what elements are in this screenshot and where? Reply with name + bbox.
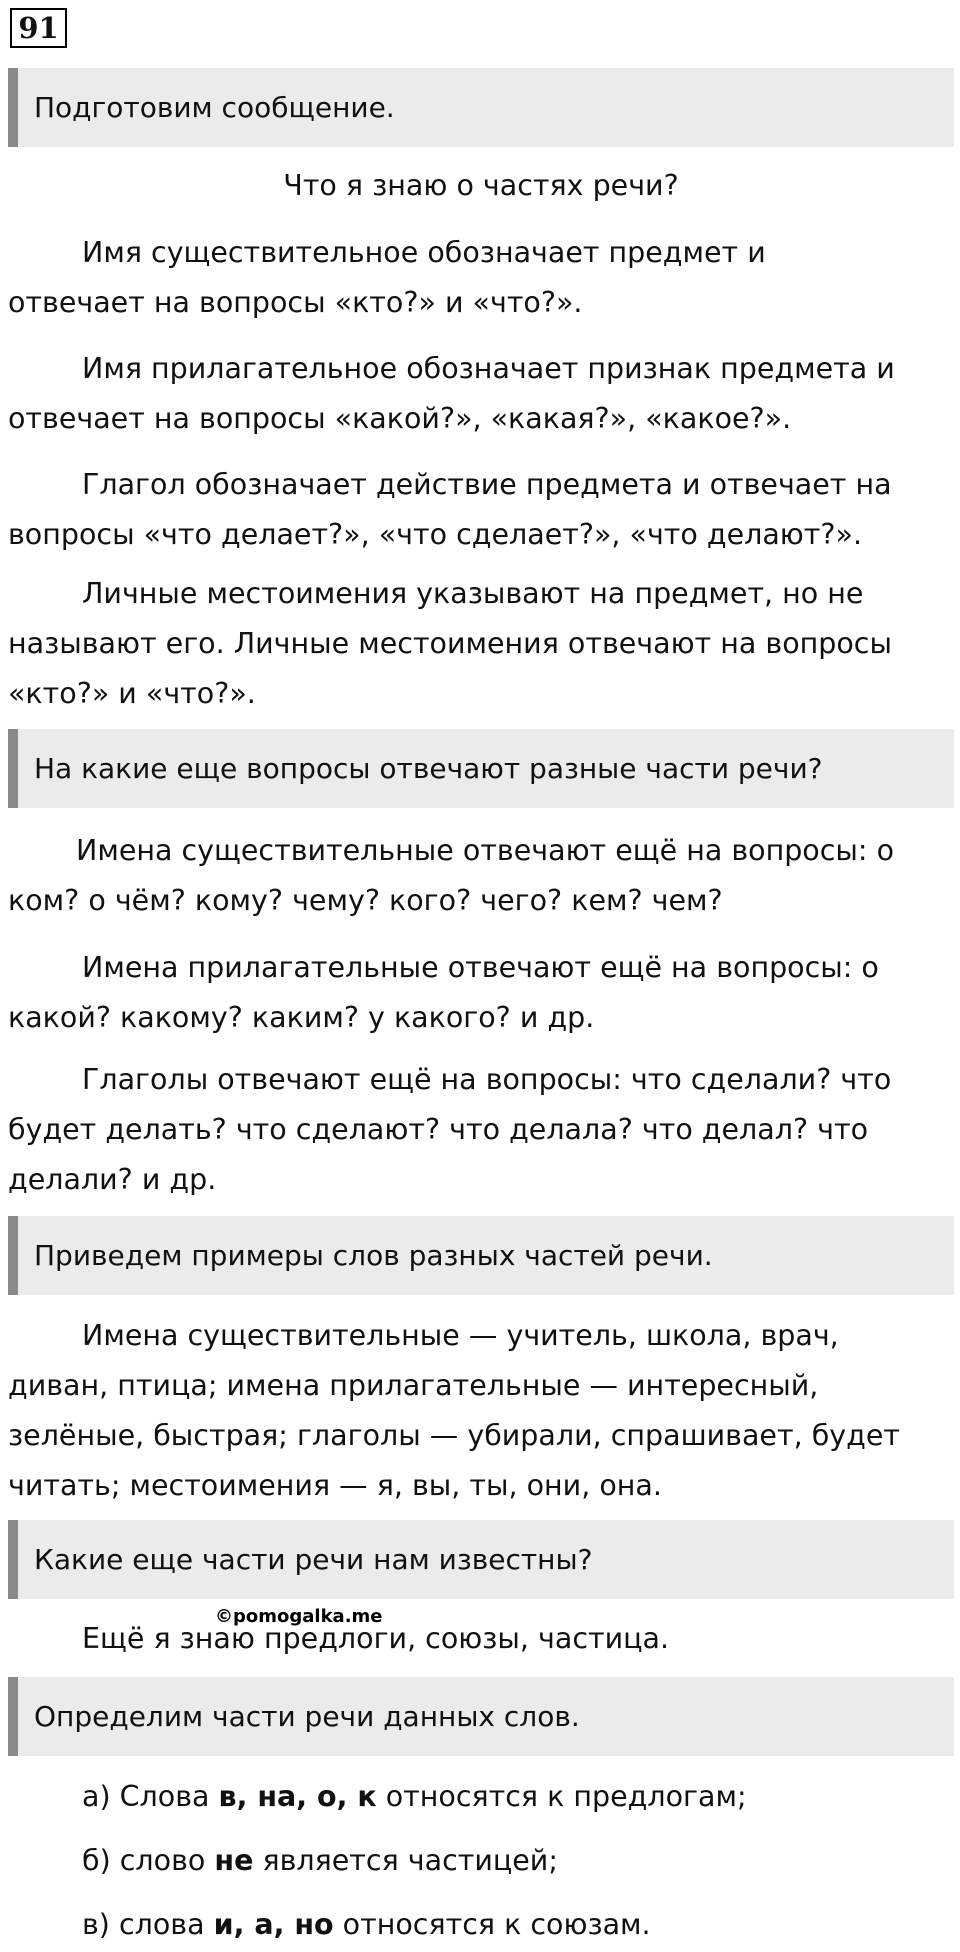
watermark: ©pomogalka.me [215, 1606, 383, 1627]
section-header: Приведем примеры слов разных частей речи. [8, 1216, 954, 1295]
paragraph: Имена прилагательные отвечают ещё на вопросы: о какой? какому? каким? у какого? и др. [8, 951, 879, 1034]
paragraph: Имя существительное обозначает предмет и отвечает на вопросы «кто?» и «что?». [8, 236, 766, 319]
paragraph: Глаголы отвечают ещё на вопросы: что сделали? что будет делать? что сделают? что делала? что делал? что делали? и др. [8, 1063, 892, 1196]
answer-item: а) Слова в, на, о, к относятся к предлогам; [82, 1780, 747, 1813]
paragraph: Имена существительные отвечают ещё на вопросы: о ком? о чём? кому? чему? кого? чего? кем? чем? [8, 834, 895, 917]
section-header: Какие еще части речи нам известны? [8, 1520, 954, 1599]
paragraph: Имя прилагательное обозначает признак предмета и отвечает на вопросы «какой?», «какая?», «какое?». [8, 352, 895, 435]
section-title: Что я знаю о частях речи? [283, 169, 679, 202]
section-header: На какие еще вопросы отвечают разные части речи? [8, 729, 954, 808]
answer-item: б) слово не является частицей; [82, 1844, 558, 1877]
section-header: Подготовим сообщение. [8, 68, 954, 147]
exercise-number: 91 [10, 8, 67, 48]
answer-item: в) слова и, а, но относятся к союзам. [82, 1908, 651, 1941]
paragraph: Имена существительные — учитель, школа, врач, диван, птица; имена прилагательные — интересный, зелёные, быстрая; глаголы — убирали, спрашивает, будет читать; местоимения — я, вы, ты, они, она. [8, 1319, 900, 1502]
paragraph: Ещё я знаю предлоги, союзы, частица. [82, 1622, 670, 1655]
paragraph: Глагол обозначает действие предмета и отвечает на вопросы «что делает?», «что сделает?», «что делают?». [8, 468, 892, 551]
paragraph: Личные местоимения указывают на предмет, но не называют его. Личные местоимения отвечают на вопросы «кто?» и «что?». [8, 577, 892, 710]
section-header: Определим части речи данных слов. [8, 1677, 954, 1756]
